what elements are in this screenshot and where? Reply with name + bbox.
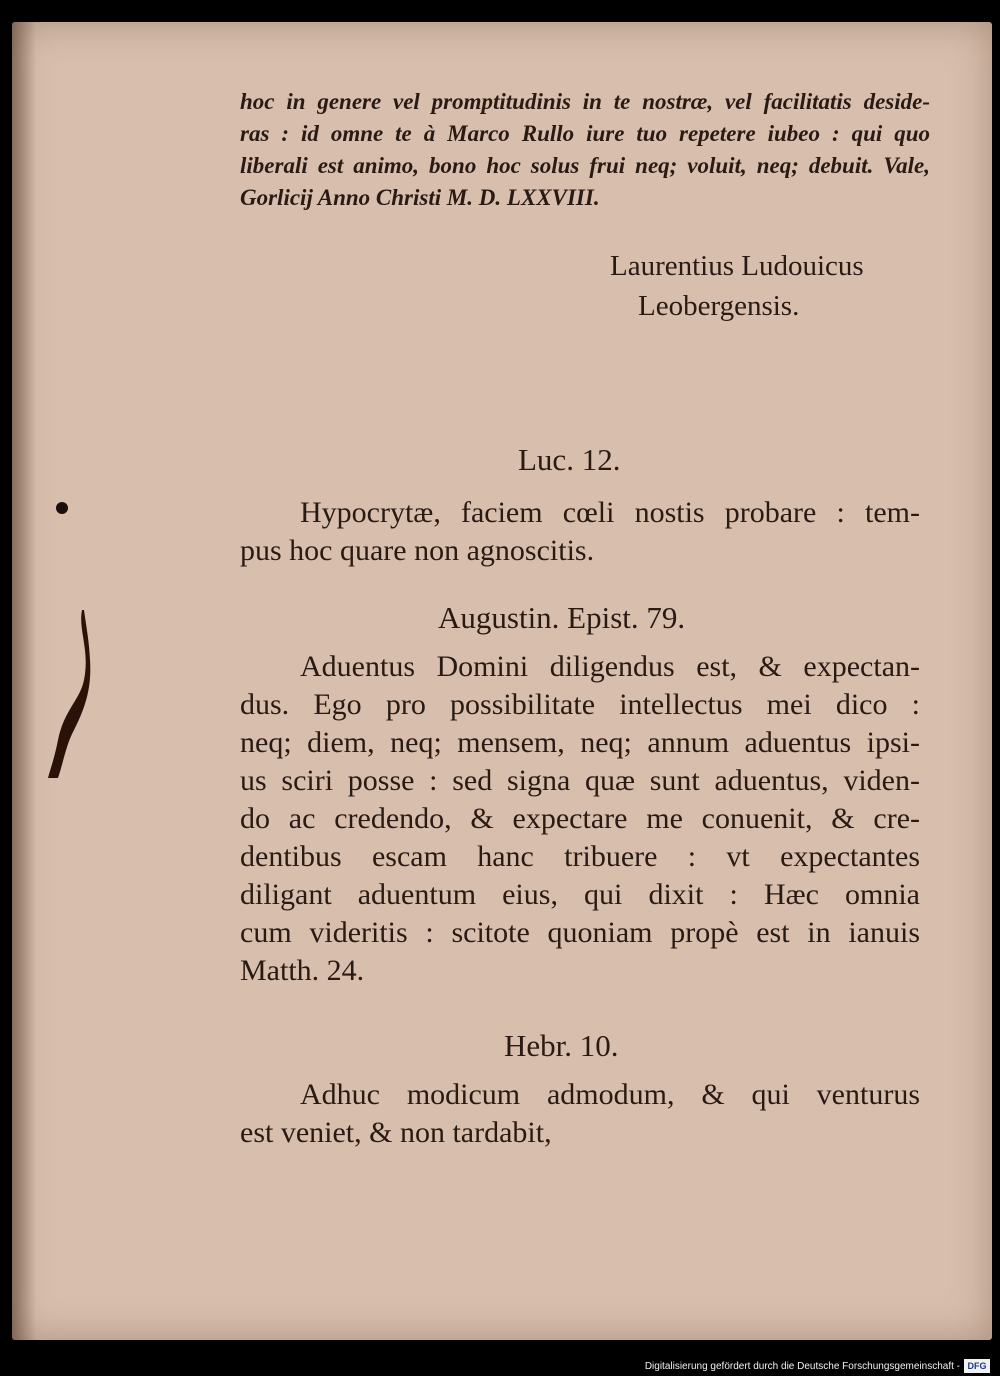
paragraph-line: pus hoc quare non agnoscitis. xyxy=(240,534,595,567)
paragraph-line: diligant aduentum eius, qui dixit : Hæc omnia xyxy=(240,878,920,911)
author-signature xyxy=(610,246,864,326)
section-heading: Augustin. Epist. 79. xyxy=(438,600,686,635)
section-paragraph xyxy=(240,494,920,570)
paragraph-line: do ac credendo, & expectare me conuenit, & cre- xyxy=(240,802,920,835)
paragraph-line: Hypocrytæ, faciem cœli nostis probare : tem- xyxy=(300,496,920,529)
section-heading: Luc. 12. xyxy=(518,442,621,477)
dedication-line: Gorlicij Anno Christi M. D. LXXVIII. xyxy=(240,185,600,210)
paragraph-line: Aduentus Domini diligendus est, & expectan- xyxy=(300,650,920,683)
ink-blot-mark xyxy=(44,610,94,780)
section-paragraph xyxy=(240,648,920,990)
funding-credit: Digitalisierung gefördert durch die Deutsche Forschungsgemeinschaft - xyxy=(644,1361,960,1372)
paragraph-line: dus. Ego pro possibilitate intellectus mei dico : xyxy=(240,688,920,721)
paragraph-line: cum videritis : scitote quoniam propè est in ianuis xyxy=(240,916,920,949)
dedication-paragraph xyxy=(240,86,930,214)
paragraph-line: us sciri posse : sed signa quæ sunt aduentus, viden- xyxy=(240,764,920,797)
section-paragraph xyxy=(240,1076,920,1152)
signature-origin: Leobergensis. xyxy=(638,290,800,322)
paragraph-line: dentibus escam hanc tribuere : vt expectantes xyxy=(240,840,920,873)
paragraph-line: est veniet, & non tardabit, xyxy=(240,1116,552,1149)
dedication-line: hoc in genere vel promptitudinis in te nostræ, vel facilitatis deside- xyxy=(240,89,930,114)
paragraph-line: neq; diem, neq; mensem, neq; annum aduentus ipsi- xyxy=(240,726,920,759)
signature-name: Laurentius Ludouicus xyxy=(610,250,864,282)
dedication-line: ras : id omne te à Marco Rullo iure tuo repetere iubeo : qui quo xyxy=(240,121,930,146)
paragraph-line: Matth. 24. xyxy=(240,954,365,987)
spine-shadow xyxy=(12,22,36,1340)
ink-dot-mark xyxy=(56,502,68,514)
paragraph-line: Adhuc modicum admodum, & qui venturus xyxy=(300,1078,920,1111)
section-heading: Hebr. 10. xyxy=(504,1028,619,1063)
dedication-line: liberali est animo, bono hoc solus frui neq; voluit, neq; debuit. Vale, xyxy=(240,153,930,178)
dfg-logo: DFG xyxy=(964,1359,990,1373)
